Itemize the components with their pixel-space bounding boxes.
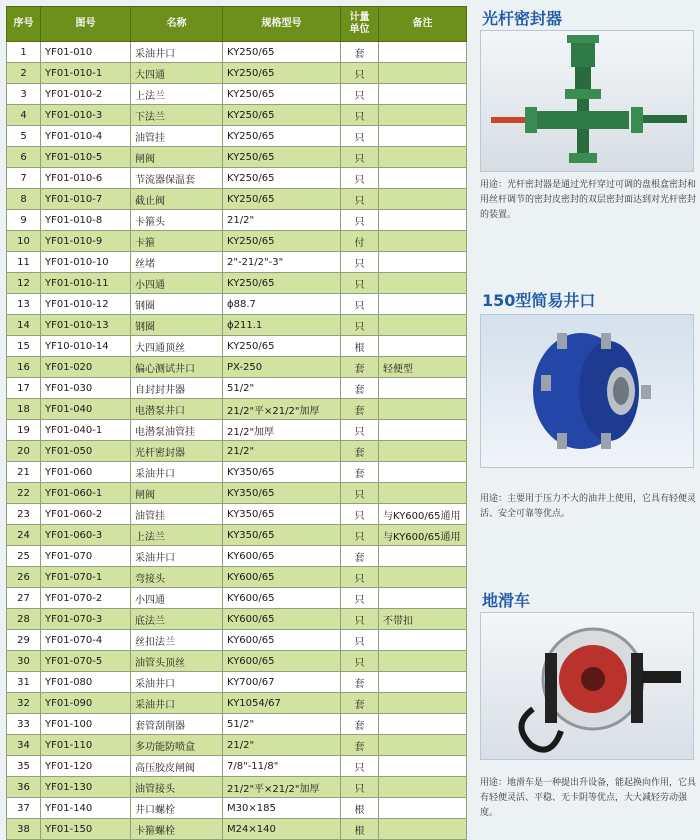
cell-spec: 51/2" — [223, 714, 341, 735]
cell-name: 采油井口 — [131, 693, 223, 714]
product-desc-rod-sealer: 用途：光杆密封器是通过光杆穿过可调的盘根盒密封和用丝杆调节的密封皮密封的双层密封面达到对光杆密封的装置。 — [480, 180, 697, 220]
table-row — [7, 588, 467, 609]
cell-unit: 只 — [341, 630, 379, 651]
cell-remark — [379, 819, 467, 840]
cell-drawing-no: YF01-010-1 — [41, 63, 131, 84]
cell-name: 闸阀 — [131, 483, 223, 504]
cell-unit: 只 — [341, 189, 379, 210]
cell-unit: 只 — [341, 777, 379, 798]
cell-drawing-no: YF01-010-10 — [41, 252, 131, 273]
cell-name: 多功能防喷盒 — [131, 735, 223, 756]
cell-index: 13 — [7, 294, 41, 315]
cell-spec: KY600/65 — [223, 609, 341, 630]
cell-drawing-no: YF10-010-14 — [41, 336, 131, 357]
cell-drawing-no: YF01-060 — [41, 462, 131, 483]
cell-index: 8 — [7, 189, 41, 210]
cell-spec: KY600/65 — [223, 630, 341, 651]
cell-index: 6 — [7, 147, 41, 168]
cell-drawing-no: YF01-010-11 — [41, 273, 131, 294]
cell-remark — [379, 126, 467, 147]
cell-index: 28 — [7, 609, 41, 630]
cell-unit: 根 — [341, 819, 379, 840]
cell-unit: 只 — [341, 210, 379, 231]
cell-drawing-no: YF01-070-1 — [41, 567, 131, 588]
table-row — [7, 189, 467, 210]
cell-name: 油管挂 — [131, 504, 223, 525]
header-drawing-no: 图号 — [41, 7, 131, 42]
cell-unit: 只 — [341, 504, 379, 525]
cell-index: 16 — [7, 357, 41, 378]
cell-drawing-no: YF01-010-8 — [41, 210, 131, 231]
table-row — [7, 84, 467, 105]
cell-spec: KY350/65 — [223, 462, 341, 483]
cell-spec: KY600/65 — [223, 567, 341, 588]
cell-drawing-no: YF01-030 — [41, 378, 131, 399]
table-row — [7, 693, 467, 714]
cell-index: 20 — [7, 441, 41, 462]
cell-spec: KY350/65 — [223, 504, 341, 525]
cell-remark — [379, 189, 467, 210]
cell-spec: KY250/65 — [223, 105, 341, 126]
cell-drawing-no: YF01-010-3 — [41, 105, 131, 126]
cell-name: 油管接头 — [131, 777, 223, 798]
table-row — [7, 756, 467, 777]
cell-remark — [379, 735, 467, 756]
cell-index: 12 — [7, 273, 41, 294]
cell-name: 大四通 — [131, 63, 223, 84]
cell-unit: 套 — [341, 546, 379, 567]
cell-remark — [379, 105, 467, 126]
header-spec: 规格型号 — [223, 7, 341, 42]
cell-index: 26 — [7, 567, 41, 588]
cell-spec: KY250/65 — [223, 168, 341, 189]
cell-unit: 套 — [341, 357, 379, 378]
cell-remark — [379, 693, 467, 714]
cell-index: 17 — [7, 378, 41, 399]
cell-unit: 只 — [341, 315, 379, 336]
cell-index: 31 — [7, 672, 41, 693]
cell-spec: KY1054/67 — [223, 693, 341, 714]
table-row — [7, 273, 467, 294]
cell-name: 卡箍 — [131, 231, 223, 252]
cell-spec: ϕ88.7 — [223, 294, 341, 315]
cell-index: 10 — [7, 231, 41, 252]
ground-pulley-illustration — [481, 613, 693, 759]
cell-drawing-no: YF01-010-4 — [41, 126, 131, 147]
product-desc-simple-wellhead: 用途：主要用于压力不大的油井上使用，它具有轻便灵活、安全可靠等优点。 — [480, 494, 697, 519]
cell-unit: 只 — [341, 126, 379, 147]
cell-unit: 只 — [341, 147, 379, 168]
cell-spec: 21/2" — [223, 210, 341, 231]
table-row — [7, 210, 467, 231]
cell-remark — [379, 273, 467, 294]
cell-remark — [379, 378, 467, 399]
cell-index: 14 — [7, 315, 41, 336]
cell-unit: 付 — [341, 231, 379, 252]
cell-spec: M24×140 — [223, 819, 341, 840]
cell-unit: 只 — [341, 63, 379, 84]
cell-spec: PX-250 — [223, 357, 341, 378]
cell-index: 18 — [7, 399, 41, 420]
cell-index: 5 — [7, 126, 41, 147]
cell-unit: 套 — [341, 42, 379, 63]
cell-name: 弯接头 — [131, 567, 223, 588]
cell-index: 3 — [7, 84, 41, 105]
table-row — [7, 378, 467, 399]
cell-index: 38 — [7, 819, 41, 840]
cell-drawing-no: YF01-040-1 — [41, 420, 131, 441]
cell-remark: 轻便型 — [379, 357, 467, 378]
cell-index: 27 — [7, 588, 41, 609]
table-row — [7, 798, 467, 819]
product-title-ground-pulley: 地滑车 — [482, 591, 531, 610]
simple-wellhead-illustration — [481, 315, 693, 467]
cell-name: 下法兰 — [131, 105, 223, 126]
cell-name: 上法兰 — [131, 84, 223, 105]
cell-name: 电潜泵油管挂 — [131, 420, 223, 441]
parts-table — [6, 6, 467, 840]
header-remark: 备注 — [379, 7, 467, 42]
cell-name: 油管挂 — [131, 126, 223, 147]
cell-drawing-no: YF01-050 — [41, 441, 131, 462]
table-row — [7, 441, 467, 462]
cell-index: 36 — [7, 777, 41, 798]
table-row — [7, 147, 467, 168]
table-row — [7, 546, 467, 567]
cell-remark — [379, 462, 467, 483]
cell-unit: 只 — [341, 84, 379, 105]
cell-unit: 套 — [341, 462, 379, 483]
cell-name: 钢圈 — [131, 294, 223, 315]
cell-unit: 根 — [341, 336, 379, 357]
table-row — [7, 420, 467, 441]
cell-drawing-no: YF01-060-2 — [41, 504, 131, 525]
cell-drawing-no: YF01-110 — [41, 735, 131, 756]
table-row — [7, 483, 467, 504]
cell-name: 丝扣法兰 — [131, 630, 223, 651]
cell-name: 卡箍头 — [131, 210, 223, 231]
cell-unit: 只 — [341, 567, 379, 588]
cell-remark — [379, 147, 467, 168]
table-row — [7, 567, 467, 588]
cell-remark — [379, 210, 467, 231]
cell-drawing-no: YF01-010-5 — [41, 147, 131, 168]
cell-remark: 与KY600/65通用 — [379, 525, 467, 546]
cell-remark: 与KY600/65通用 — [379, 504, 467, 525]
cell-drawing-no: YF01-010-9 — [41, 231, 131, 252]
cell-drawing-no: YF01-010-13 — [41, 315, 131, 336]
cell-remark — [379, 336, 467, 357]
cell-drawing-no: YF01-070-2 — [41, 588, 131, 609]
cell-name: 光杆密封器 — [131, 441, 223, 462]
cell-index: 15 — [7, 336, 41, 357]
table-row — [7, 252, 467, 273]
table-row — [7, 231, 467, 252]
cell-unit: 只 — [341, 273, 379, 294]
cell-spec: KY600/65 — [223, 588, 341, 609]
cell-unit: 只 — [341, 252, 379, 273]
table-row — [7, 777, 467, 798]
cell-remark — [379, 567, 467, 588]
cell-drawing-no: YF01-070-5 — [41, 651, 131, 672]
cell-index: 34 — [7, 735, 41, 756]
cell-unit: 只 — [341, 483, 379, 504]
cell-index: 37 — [7, 798, 41, 819]
cell-spec: KY250/65 — [223, 273, 341, 294]
cell-remark — [379, 84, 467, 105]
cell-name: 套管刮削器 — [131, 714, 223, 735]
table-body — [7, 42, 467, 840]
cell-drawing-no: YF01-130 — [41, 777, 131, 798]
cell-index: 4 — [7, 105, 41, 126]
table-row — [7, 714, 467, 735]
cell-spec: 21/2" — [223, 735, 341, 756]
cell-drawing-no: YF01-070-3 — [41, 609, 131, 630]
table-row — [7, 294, 467, 315]
cell-drawing-no: YF01-010-7 — [41, 189, 131, 210]
cell-name: 节流器保温套 — [131, 168, 223, 189]
table-row — [7, 315, 467, 336]
table-row — [7, 462, 467, 483]
cell-unit: 只 — [341, 756, 379, 777]
cell-unit: 套 — [341, 693, 379, 714]
cell-drawing-no: YF01-070 — [41, 546, 131, 567]
cell-index: 22 — [7, 483, 41, 504]
table-row — [7, 336, 467, 357]
cell-unit: 只 — [341, 294, 379, 315]
cell-index: 35 — [7, 756, 41, 777]
cell-remark — [379, 756, 467, 777]
cell-name: 小四通 — [131, 588, 223, 609]
cell-remark — [379, 798, 467, 819]
cell-drawing-no: YF01-040 — [41, 399, 131, 420]
table-row — [7, 399, 467, 420]
cell-spec: 21/2" — [223, 441, 341, 462]
cell-name: 采油井口 — [131, 672, 223, 693]
table-row — [7, 126, 467, 147]
cell-index: 24 — [7, 525, 41, 546]
product-title-simple-wellhead: 150型简易井口 — [482, 291, 596, 310]
cell-remark — [379, 630, 467, 651]
cell-index: 33 — [7, 714, 41, 735]
table-row — [7, 651, 467, 672]
cell-spec: KY600/65 — [223, 651, 341, 672]
cell-index: 32 — [7, 693, 41, 714]
cell-spec: 21/2"加厚 — [223, 420, 341, 441]
cell-drawing-no: YF01-010-6 — [41, 168, 131, 189]
cell-drawing-no: YF01-010-12 — [41, 294, 131, 315]
cell-name: 大四通顶丝 — [131, 336, 223, 357]
table-row — [7, 42, 467, 63]
table-header-row — [7, 7, 467, 42]
cell-name: 高压胶皮闸阀 — [131, 756, 223, 777]
cell-name: 自封封井器 — [131, 378, 223, 399]
cell-unit: 套 — [341, 735, 379, 756]
cell-unit: 只 — [341, 168, 379, 189]
cell-spec: 21/2"平×21/2"加厚 — [223, 399, 341, 420]
rod-sealer-photo — [480, 30, 694, 172]
cell-spec: KY250/65 — [223, 84, 341, 105]
cell-drawing-no: YF01-150 — [41, 819, 131, 840]
cell-index: 23 — [7, 504, 41, 525]
cell-spec: KY250/65 — [223, 189, 341, 210]
table-row — [7, 525, 467, 546]
cell-name: 采油井口 — [131, 546, 223, 567]
header-unit: 计量 单位 — [341, 7, 379, 42]
header-name: 名称 — [131, 7, 223, 42]
cell-spec: KY250/65 — [223, 126, 341, 147]
cell-unit: 只 — [341, 420, 379, 441]
cell-unit: 套 — [341, 399, 379, 420]
cell-spec: 2"-21/2"-3" — [223, 252, 341, 273]
cell-name: 丝堵 — [131, 252, 223, 273]
cell-name: 上法兰 — [131, 525, 223, 546]
cell-remark — [379, 315, 467, 336]
table-row — [7, 819, 467, 840]
cell-index: 19 — [7, 420, 41, 441]
cell-remark — [379, 42, 467, 63]
cell-remark — [379, 672, 467, 693]
cell-spec: KY250/65 — [223, 231, 341, 252]
cell-spec: KY350/65 — [223, 525, 341, 546]
cell-drawing-no: YF01-140 — [41, 798, 131, 819]
cell-spec: KY350/65 — [223, 483, 341, 504]
cell-index: 30 — [7, 651, 41, 672]
product-title-rod-sealer: 光杆密封器 — [482, 9, 563, 28]
cell-drawing-no: YF01-060-3 — [41, 525, 131, 546]
table-row — [7, 735, 467, 756]
cell-name: 采油井口 — [131, 462, 223, 483]
cell-spec: ϕ211.1 — [223, 315, 341, 336]
cell-spec: KY250/65 — [223, 63, 341, 84]
table-row — [7, 63, 467, 84]
cell-drawing-no: YF01-090 — [41, 693, 131, 714]
cell-drawing-no: YF01-070-4 — [41, 630, 131, 651]
cell-spec: 51/2" — [223, 378, 341, 399]
cell-name: 截止阀 — [131, 189, 223, 210]
cell-drawing-no: YF01-120 — [41, 756, 131, 777]
cell-remark — [379, 399, 467, 420]
cell-spec: 21/2"平×21/2"加厚 — [223, 777, 341, 798]
cell-index: 7 — [7, 168, 41, 189]
cell-unit: 只 — [341, 588, 379, 609]
cell-index: 25 — [7, 546, 41, 567]
cell-unit: 套 — [341, 378, 379, 399]
cell-name: 钢圈 — [131, 315, 223, 336]
cell-remark — [379, 546, 467, 567]
cell-spec: KY250/65 — [223, 336, 341, 357]
cell-drawing-no: YF01-080 — [41, 672, 131, 693]
product-desc-ground-pulley: 用途：地滑车是一种提出升设备，能起换向作用，它具有轻便灵活、平稳、无卡阴等优点，大大减轻劳动强度。 — [480, 778, 697, 818]
header-index: 序号 — [7, 7, 41, 42]
cell-index: 11 — [7, 252, 41, 273]
cell-remark — [379, 294, 467, 315]
cell-index: 29 — [7, 630, 41, 651]
cell-spec: 7/8"-11/8" — [223, 756, 341, 777]
rod-sealer-illustration — [481, 31, 693, 171]
cell-remark — [379, 168, 467, 189]
cell-unit: 只 — [341, 525, 379, 546]
cell-remark — [379, 651, 467, 672]
cell-name: 采油井口 — [131, 42, 223, 63]
cell-spec: KY250/65 — [223, 147, 341, 168]
cell-name: 井口螺栓 — [131, 798, 223, 819]
cell-drawing-no: YF01-100 — [41, 714, 131, 735]
table-row — [7, 105, 467, 126]
cell-unit: 只 — [341, 651, 379, 672]
ground-pulley-photo — [480, 612, 694, 760]
cell-remark — [379, 777, 467, 798]
cell-remark — [379, 252, 467, 273]
cell-remark — [379, 714, 467, 735]
cell-drawing-no: YF01-020 — [41, 357, 131, 378]
cell-drawing-no: YF01-010 — [41, 42, 131, 63]
cell-name: 卡箍螺栓 — [131, 819, 223, 840]
table-row — [7, 357, 467, 378]
table-row — [7, 672, 467, 693]
cell-index: 2 — [7, 63, 41, 84]
cell-index: 9 — [7, 210, 41, 231]
cell-remark: 不带扣 — [379, 609, 467, 630]
cell-drawing-no: YF01-010-2 — [41, 84, 131, 105]
cell-name: 小四通 — [131, 273, 223, 294]
cell-unit: 只 — [341, 609, 379, 630]
cell-drawing-no: YF01-060-1 — [41, 483, 131, 504]
cell-name: 油管头顶丝 — [131, 651, 223, 672]
cell-remark — [379, 483, 467, 504]
cell-unit: 套 — [341, 672, 379, 693]
cell-remark — [379, 420, 467, 441]
cell-remark — [379, 588, 467, 609]
table-row — [7, 630, 467, 651]
product-sidebar — [474, 0, 700, 840]
simple-wellhead-photo — [480, 314, 694, 468]
table-row — [7, 168, 467, 189]
parts-table-container — [6, 6, 466, 837]
cell-unit: 套 — [341, 441, 379, 462]
cell-unit: 根 — [341, 798, 379, 819]
cell-spec: KY250/65 — [223, 42, 341, 63]
cell-spec: KY700/67 — [223, 672, 341, 693]
cell-name: 闸阀 — [131, 147, 223, 168]
cell-spec: KY600/65 — [223, 546, 341, 567]
cell-unit: 只 — [341, 105, 379, 126]
cell-spec: M30×185 — [223, 798, 341, 819]
cell-index: 21 — [7, 462, 41, 483]
cell-remark — [379, 441, 467, 462]
table-row — [7, 609, 467, 630]
cell-remark — [379, 231, 467, 252]
cell-unit: 套 — [341, 714, 379, 735]
cell-name: 电潜泵井口 — [131, 399, 223, 420]
cell-index: 1 — [7, 42, 41, 63]
table-row — [7, 504, 467, 525]
cell-remark — [379, 63, 467, 84]
cell-name: 偏心测试井口 — [131, 357, 223, 378]
cell-name: 底法兰 — [131, 609, 223, 630]
